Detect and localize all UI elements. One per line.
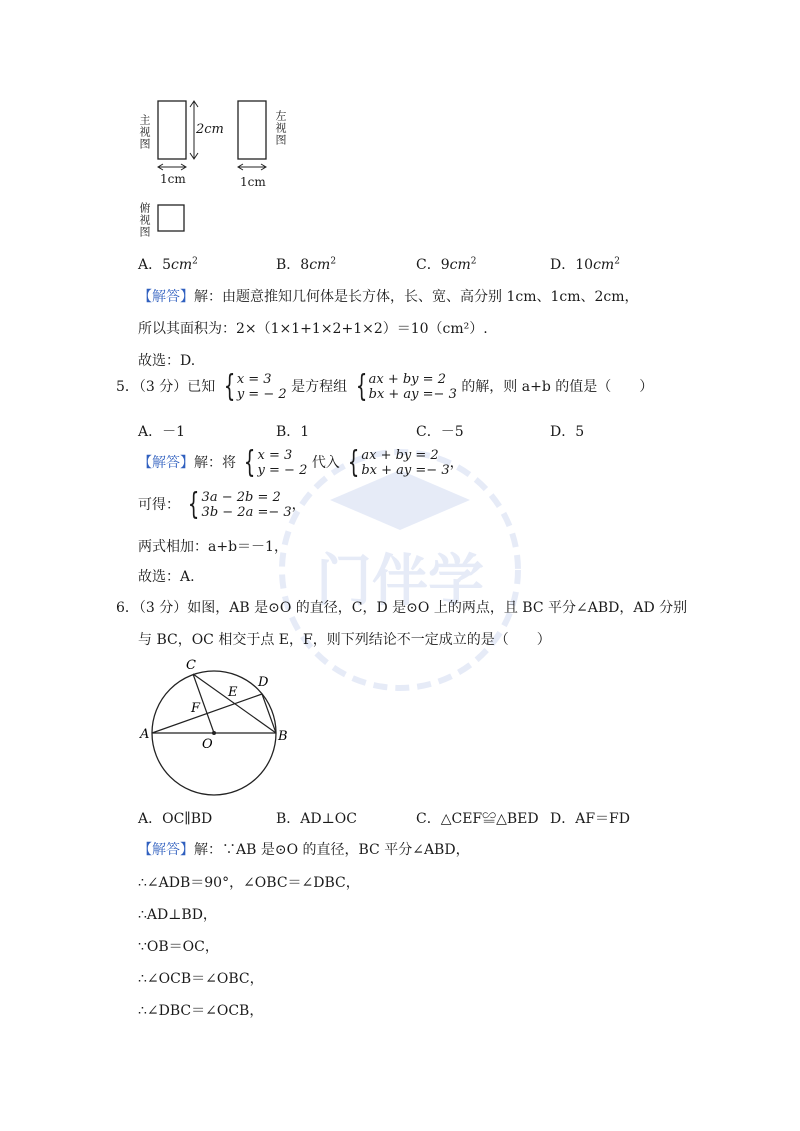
left-view-label: 左视图 xyxy=(274,110,287,146)
q5-stem: 5．（3 分）已知 { x = 3 y = − 2 是方程组 { ax + by = 2 bx + ay =− 3 的解，则 a+b 的值是（ ） xyxy=(116,369,654,404)
q6-solution-line6: ∴∠DBC＝∠OCB， xyxy=(138,1003,264,1019)
watermark-logo xyxy=(270,440,530,700)
q4-option-b[interactable]: B．$8cm^2$ xyxy=(276,256,337,273)
q4-solution-line1: 【解答】解：由题意推知几何体是长方体，长、宽、高分别 1cm、1cm、2cm， xyxy=(138,289,639,305)
solution-tag: 【解答】 xyxy=(138,842,194,858)
q4-solution-line2: 所以其面积为：2×（1×1+1×2+1×2）＝10（cm²）. xyxy=(138,321,488,337)
segment-bd xyxy=(262,694,276,733)
front-height-label: 2cm xyxy=(196,122,224,137)
q6-option-b[interactable]: B．AD⊥OC xyxy=(276,811,357,827)
label-e: E xyxy=(228,685,238,700)
q6-option-a[interactable]: A．OC∥BD xyxy=(138,811,213,827)
top-view-label: 俯视图 xyxy=(138,202,151,238)
q5-option-a[interactable]: A．－1 xyxy=(138,424,186,440)
q5-system-equations: { ax + by = 2 bx + ay =− 3 xyxy=(355,369,457,404)
q4-option-c[interactable]: C．$9cm^2$ xyxy=(416,256,477,273)
front-view-rect xyxy=(158,101,186,159)
q6-solution-line1: 【解答】解：∵AB 是⊙O 的直径，BC 平分∠ABD， xyxy=(138,842,470,858)
q6-circle-figure xyxy=(136,652,296,802)
label-f: F xyxy=(191,701,201,716)
q5-sum-line: 两式相加：a+b＝－1， xyxy=(138,539,288,555)
q6-option-c[interactable]: C．△CEF≌△BED xyxy=(416,811,539,827)
front-width-label: 1cm xyxy=(160,172,186,186)
left-view-rect xyxy=(238,101,266,159)
q4-option-d[interactable]: D．$10cm^2$ xyxy=(550,256,620,273)
q5-system-solution: { x = 3 y = − 2 xyxy=(223,369,287,404)
point-o xyxy=(212,731,216,735)
label-b: B xyxy=(278,729,288,744)
q6-solution-line4: ∵OB＝OC， xyxy=(138,939,219,955)
q5-derive-line: 可得： { 3a − 2b = 2 3b − 2a =− 3 ， xyxy=(138,487,306,522)
q5-solution-line1: 【解答】解：将 { x = 3 y = − 2 代入 { ax + by = 2 bx + ay =− 3 ， xyxy=(138,445,464,480)
top-view-square xyxy=(158,205,184,231)
q6-solution-line2: ∴∠ADB＝90°，∠OBC＝∠DBC， xyxy=(138,875,360,891)
watermark-text: 门伴学 xyxy=(316,548,484,614)
solution-tag: 【解答】 xyxy=(138,289,194,305)
label-c: C xyxy=(186,658,196,673)
q5-option-b[interactable]: B．1 xyxy=(276,424,310,440)
label-a: A xyxy=(140,727,150,742)
q6-stem-line1: 6．（3 分）如图，AB 是⊙O 的直径，C，D 是⊙O 上的两点，且 BC 平分∠ABD，AD 分别 xyxy=(116,600,688,616)
three-view-figure xyxy=(150,95,290,245)
label-d: D xyxy=(258,675,269,690)
q4-option-a[interactable]: A．$5cm^2$ xyxy=(138,256,198,273)
q4-answer: 故选：D. xyxy=(138,353,196,369)
q5-answer: 故选：A. xyxy=(138,569,195,585)
segment-ad xyxy=(152,694,262,733)
q6-option-d[interactable]: D．AF＝FD xyxy=(550,811,630,827)
label-o: O xyxy=(202,737,213,752)
front-view-label: 主视图 xyxy=(138,114,151,150)
left-width-label: 1cm xyxy=(240,175,266,189)
q5-option-c[interactable]: C．－5 xyxy=(416,424,464,440)
q6-stem-line2: 与 BC，OC 相交于点 E，F，则下列结论不一定成立的是（ ） xyxy=(138,632,551,648)
q6-solution-line3: ∴AD⊥BD， xyxy=(138,907,217,923)
solution-tag: 【解答】 xyxy=(138,455,194,471)
q6-solution-line5: ∴∠OCB＝∠OBC， xyxy=(138,971,264,987)
q5-option-d[interactable]: D．5 xyxy=(550,424,585,440)
